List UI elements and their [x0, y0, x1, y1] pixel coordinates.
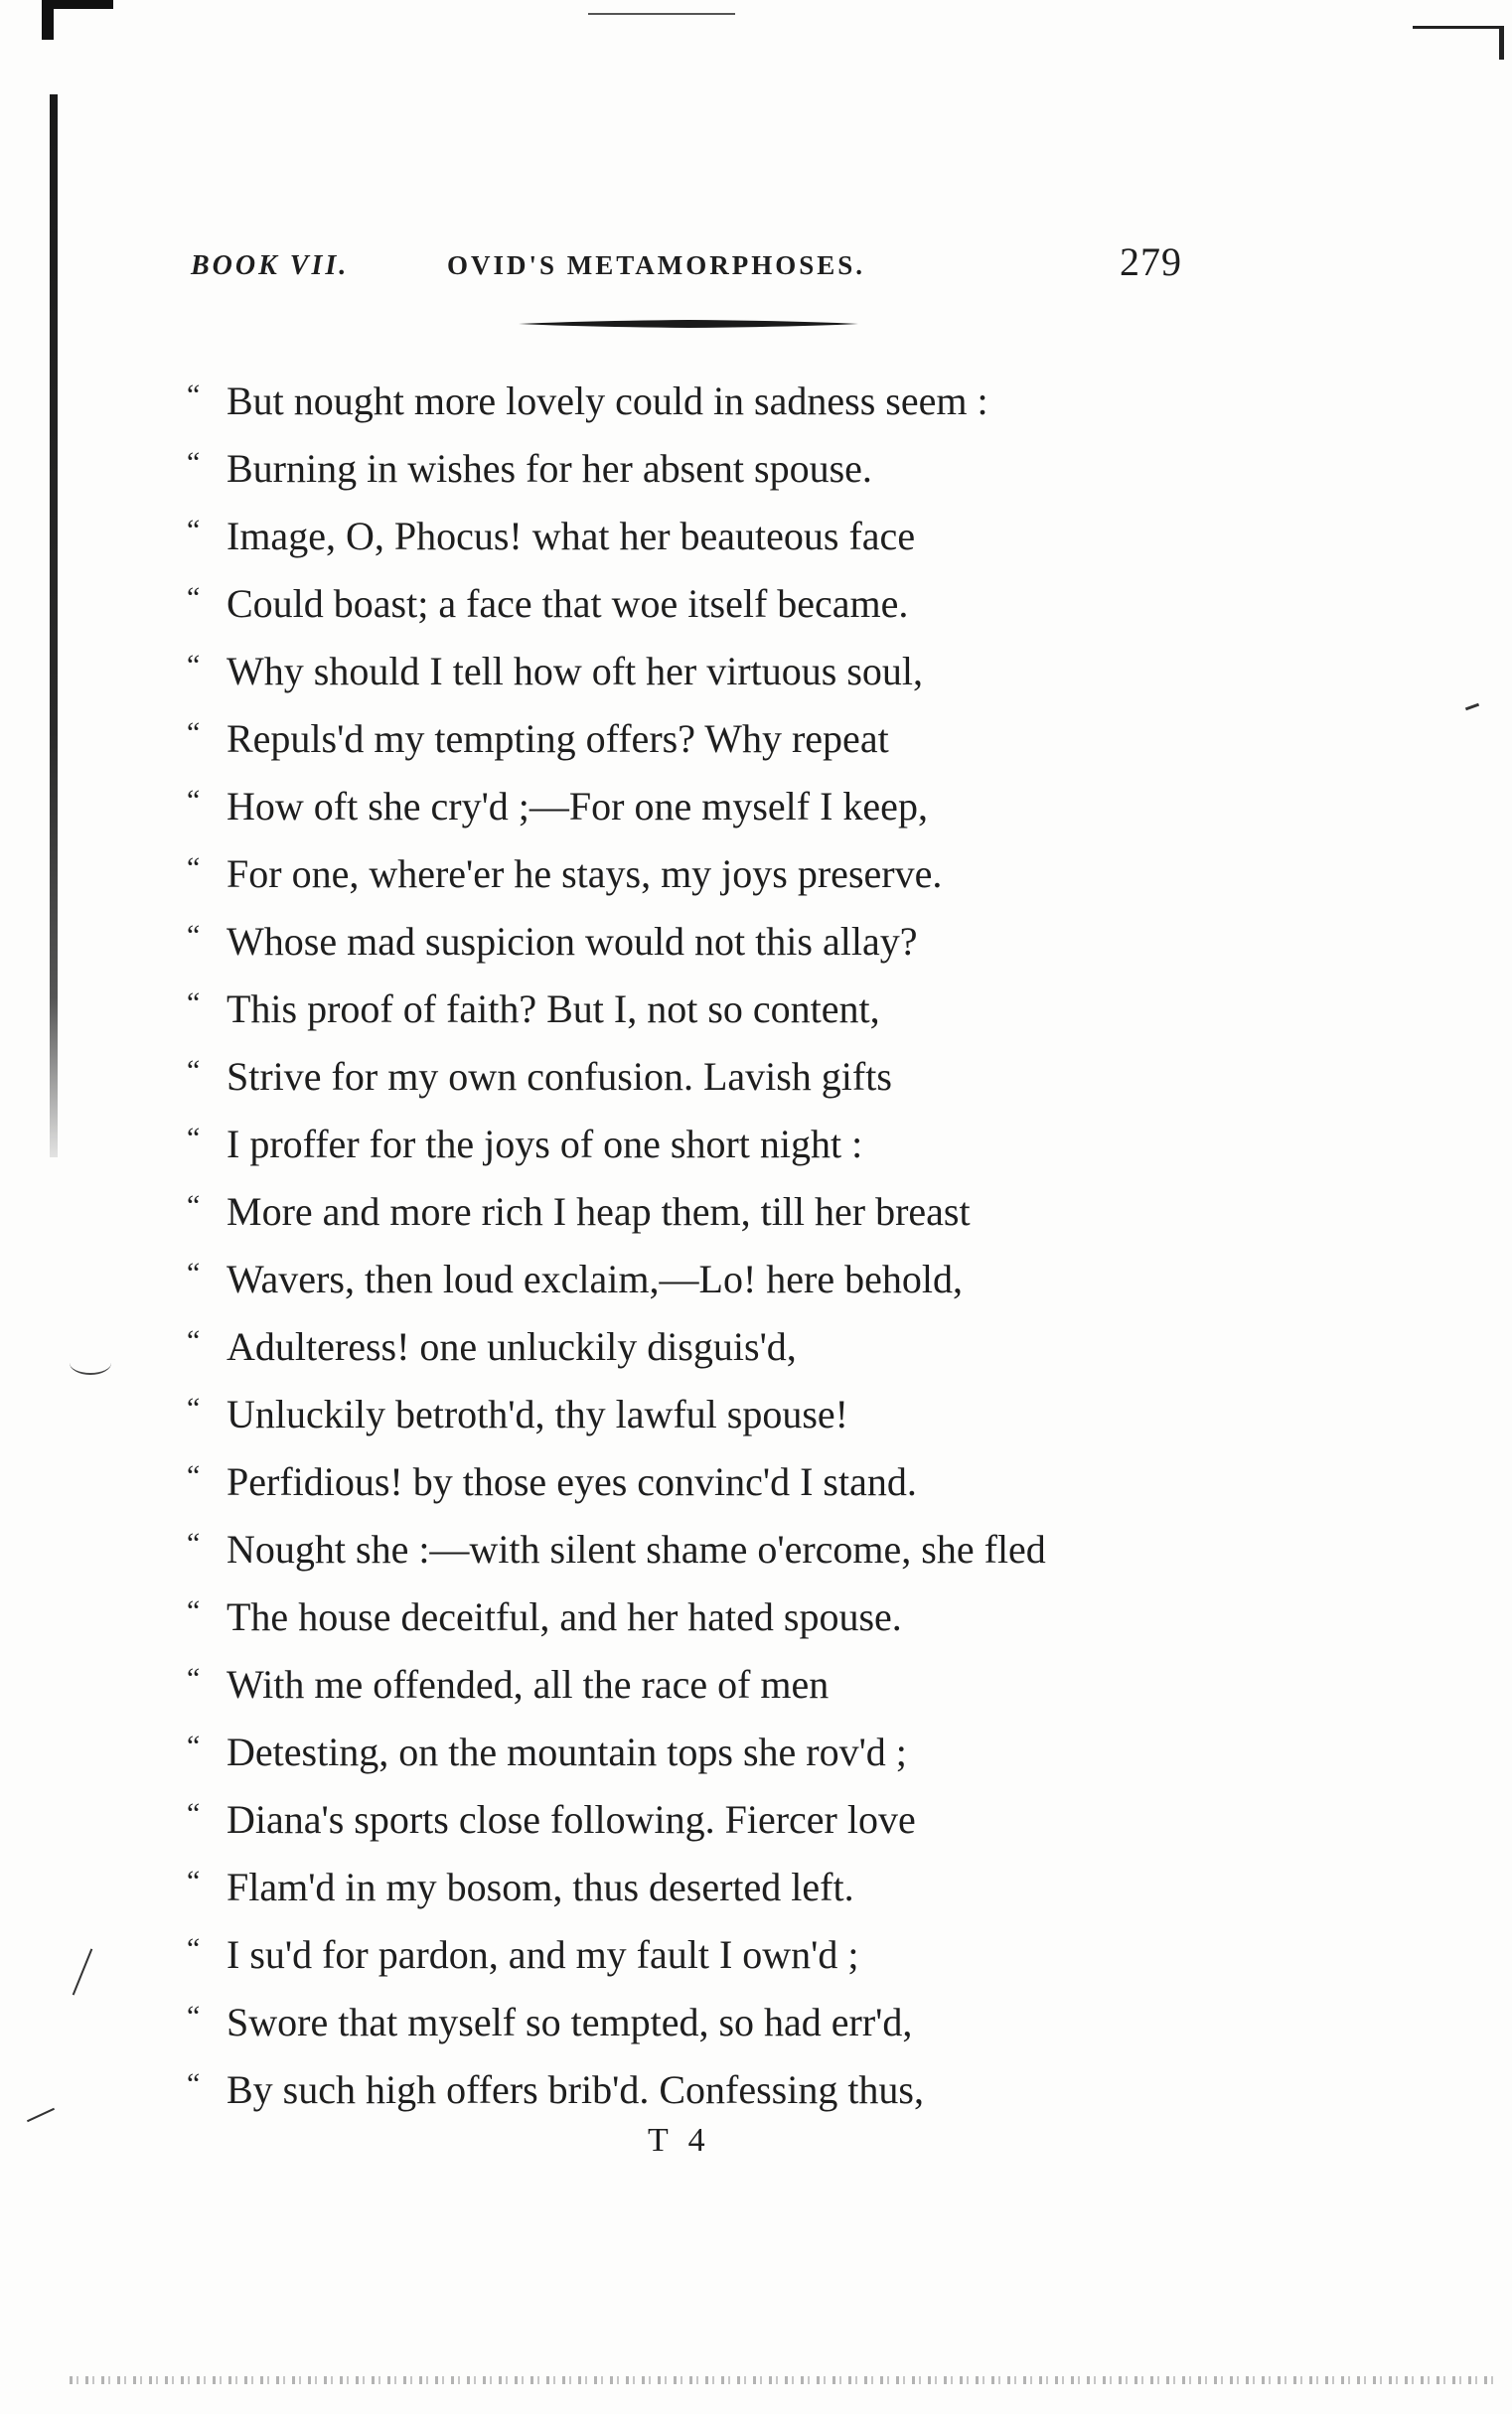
verse-line-text: Why should I tell how oft her virtuous soul, [227, 649, 924, 693]
quotation-mark: “ [187, 1594, 201, 1627]
quotation-mark: “ [187, 446, 201, 479]
verse-line-text: I proffer for the joys of one short night : [227, 1122, 863, 1166]
scan-edge-artifact [70, 2376, 1500, 2384]
verse-line [187, 976, 1359, 1043]
quotation-mark: “ [187, 1257, 201, 1289]
quotation-mark: “ [187, 2067, 201, 2100]
verse-line-text: With me offended, all the race of men [227, 1662, 830, 1707]
quotation-mark: “ [187, 1122, 201, 1154]
margin-mark [73, 1948, 93, 1995]
verse-line [187, 705, 1359, 773]
running-header [0, 238, 1512, 288]
verse-line [187, 1043, 1359, 1111]
margin-mark [70, 1351, 111, 1375]
verse-line-text: Image, O, Phocus! what her beauteous face [227, 514, 916, 558]
quotation-mark: “ [187, 919, 201, 952]
verse-line [187, 840, 1359, 908]
verse-line [187, 1989, 1359, 2056]
quotation-mark: “ [187, 1189, 201, 1222]
verse-line [187, 1921, 1359, 1989]
running-title: OVID'S METAMORPHOSES. [447, 250, 866, 280]
verse-line [187, 638, 1359, 705]
verse-line-text: Strive for my own confusion. Lavish gifts [227, 1054, 892, 1099]
verse-line [187, 2056, 1359, 2124]
verse-line [187, 368, 1359, 435]
verse-line-text: Could boast; a face that woe itself became. [227, 581, 909, 626]
quotation-mark: “ [187, 1932, 201, 1965]
verse-line-text: Flam'd in my bosom, thus deserted left. [227, 1865, 854, 1909]
verse-line-text: Unluckily betroth'd, thy lawful spouse! [227, 1392, 848, 1436]
verse-line-text: Detesting, on the mountain tops she rov'd ; [227, 1730, 907, 1774]
verse-line [187, 1651, 1359, 1719]
quotation-mark: “ [187, 1730, 201, 1762]
quotation-mark: “ [187, 851, 201, 884]
signature-mark: T 4 [648, 2122, 711, 2159]
quotation-mark: “ [187, 1392, 201, 1425]
quotation-mark: “ [187, 1054, 201, 1087]
margin-mark [27, 2108, 55, 2122]
book-label: BOOK VII. [191, 250, 350, 281]
quotation-mark: “ [187, 1324, 201, 1357]
verse-line [187, 773, 1359, 840]
verse-line-text: Swore that myself so tempted, so had err'd, [227, 2000, 913, 2044]
margin-mark [1465, 703, 1479, 711]
header-rule [519, 320, 858, 328]
page-number: 279 [1120, 239, 1182, 284]
quotation-mark: “ [187, 986, 201, 1019]
scan-edge-artifact [588, 13, 735, 15]
verse-line-text: Wavers, then loud exclaim,—Lo! here behold, [227, 1257, 963, 1301]
poem-text [187, 368, 1359, 2124]
verse-line [187, 1381, 1359, 1448]
verse-line [187, 1448, 1359, 1516]
verse-line [187, 1246, 1359, 1313]
scan-edge-artifact [1413, 26, 1504, 60]
verse-line-text: Diana's sports close following. Fiercer love [227, 1797, 916, 1842]
verse-line [187, 1584, 1359, 1651]
verse-line-text: This proof of faith? But I, not so content, [227, 986, 880, 1031]
verse-line-text: The house deceitful, and her hated spouse. [227, 1594, 902, 1639]
verse-line [187, 570, 1359, 638]
quotation-mark: “ [187, 1527, 201, 1560]
verse-line [187, 1111, 1359, 1178]
verse-line-text: By such high offers brib'd. Confessing thus, [227, 2067, 924, 2112]
verse-line-text: But nought more lovely could in sadness seem : [227, 378, 988, 423]
verse-line [187, 1516, 1359, 1584]
quotation-mark: “ [187, 581, 201, 614]
quotation-mark: “ [187, 514, 201, 546]
verse-line-text: Perfidious! by those eyes convinc'd I stand. [227, 1459, 917, 1504]
verse-line [187, 1854, 1359, 1921]
verse-line [187, 1313, 1359, 1381]
quotation-mark: “ [187, 716, 201, 749]
scan-edge-artifact [42, 0, 113, 40]
quotation-mark: “ [187, 784, 201, 817]
verse-line [187, 908, 1359, 976]
verse-line-text: More and more rich I heap them, till her breast [227, 1189, 971, 1234]
verse-line-text: For one, where'er he stays, my joys preserve. [227, 851, 943, 896]
verse-line-text: Burning in wishes for her absent spouse. [227, 446, 872, 491]
quotation-mark: “ [187, 1459, 201, 1492]
verse-line-text: How oft she cry'd ;—For one myself I keep, [227, 784, 928, 829]
quotation-mark: “ [187, 1865, 201, 1897]
quotation-mark: “ [187, 1662, 201, 1695]
verse-line-text: Repuls'd my tempting offers? Why repeat [227, 716, 889, 761]
verse-line-text: Nought she :—with silent shame o'ercome, she fled [227, 1527, 1046, 1572]
verse-line-text: I su'd for pardon, and my fault I own'd ; [227, 1932, 859, 1977]
verse-line [187, 435, 1359, 503]
verse-line [187, 1178, 1359, 1246]
quotation-mark: “ [187, 378, 201, 411]
quotation-mark: “ [187, 649, 201, 681]
verse-line [187, 503, 1359, 570]
verse-line [187, 1786, 1359, 1854]
verse-line-text: Whose mad suspicion would not this allay? [227, 919, 918, 964]
verse-line [187, 1719, 1359, 1786]
header-rule-graphic [519, 320, 858, 328]
verse-line-text: Adulteress! one unluckily disguis'd, [227, 1324, 797, 1369]
quotation-mark: “ [187, 1797, 201, 1830]
quotation-mark: “ [187, 2000, 201, 2033]
